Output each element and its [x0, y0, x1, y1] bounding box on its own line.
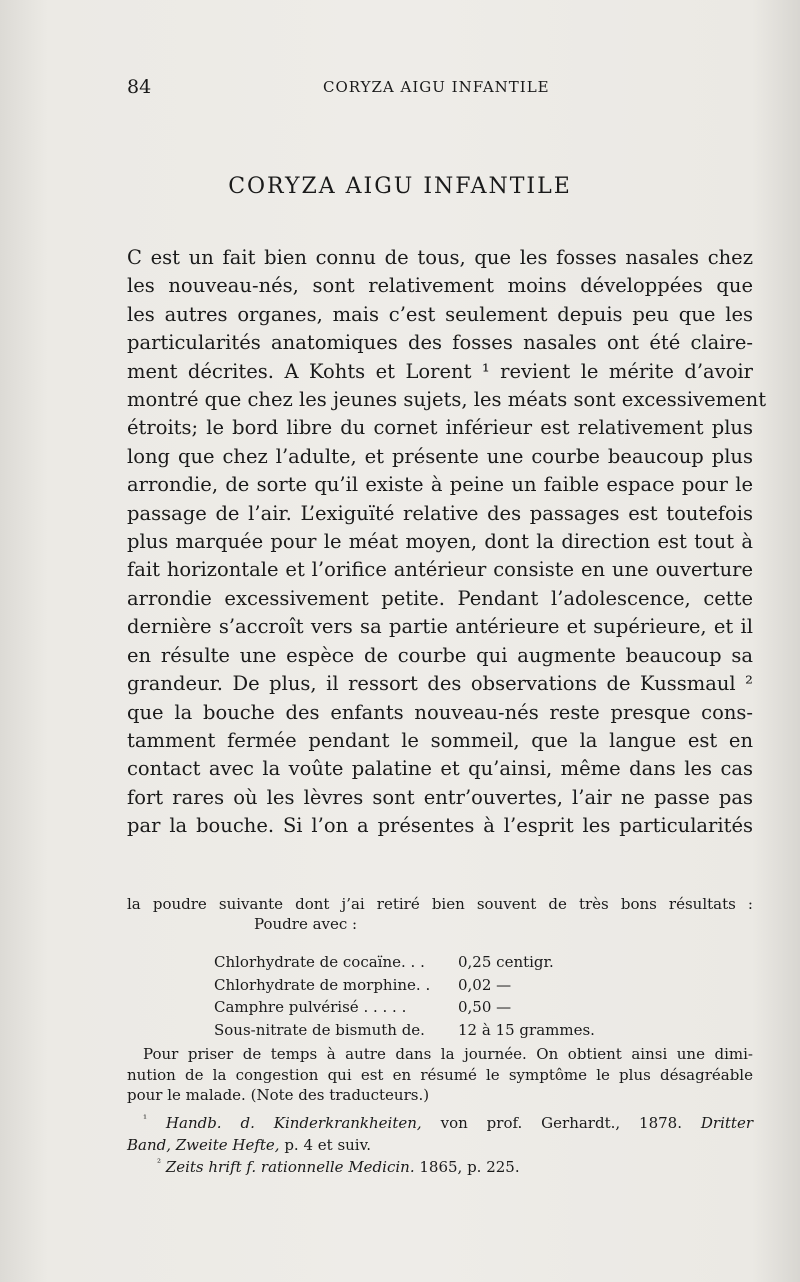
footnote-marker: ¹ — [143, 1114, 148, 1125]
ref-title: Handb. d. Kinderkrankheiten, — [165, 1114, 422, 1132]
ref-title: Zeits hrift f. rationnelle Medicin. — [165, 1158, 415, 1176]
ref-title-cont: Dritter — [700, 1114, 753, 1132]
footnote-references — [127, 1112, 753, 1178]
body-line: arrondie excessivement petite. Pendant l’adolescence, cette — [127, 586, 753, 610]
ref-detail: 1865, p. 225. — [414, 1158, 520, 1176]
recipe-item: Chlorhydrate de cocaïne. . . — [214, 953, 425, 971]
recipe-row — [214, 996, 595, 1019]
body-line: les autres organes, mais c’est seulement depuis peu que les — [127, 302, 753, 326]
body-line: fort rares où les lèvres sont entr’ouvertes, l’air ne passe pas — [127, 785, 753, 809]
ref-volume: Band, Zweite Hefte, — [127, 1136, 280, 1154]
ref-pages: p. 4 et suiv. — [279, 1136, 372, 1154]
footnote-ref-1-cont — [127, 1134, 753, 1156]
body-paragraph — [127, 244, 767, 841]
recipe-dose: 12 à 15 grammes. — [458, 1020, 595, 1039]
footnote-ref-2 — [127, 1156, 753, 1178]
body-line: plus marquée pour le méat moyen, dont la direction est tout à — [127, 530, 753, 554]
body-line: étroits; le bord libre du cornet inférieur est relativement plus — [127, 416, 753, 440]
page-number: 84 — [127, 76, 152, 98]
ref-detail: von prof. Gerhardt., 1878. — [421, 1114, 701, 1132]
recipe-dose: 0,02 — — [458, 975, 512, 994]
footnote-intro-line: la poudre suivante dont j’ai retiré bien souvent de très bons résultats : — [127, 895, 753, 913]
body-line: les nouveau-nés, sont relativement moins développées que — [127, 274, 753, 298]
body-line: montré que chez les jeunes sujets, les méats sont excessivement — [127, 388, 767, 412]
footnote-intro — [127, 894, 753, 934]
recipe-table — [214, 951, 595, 1041]
footnote-ref-1 — [127, 1112, 753, 1134]
recipe-item: Sous-nitrate de bismuth de. — [214, 1020, 425, 1039]
body-line: contact avec la voûte palatine et qu’ainsi, même dans les cas — [127, 757, 753, 781]
note-line: pour le malade. (Note des traducteurs.) — [127, 1086, 430, 1104]
body-line: dernière s’accroît vers sa partie antérieure et supérieure, et il — [127, 615, 753, 639]
recipe-heading: Poudre avec : — [254, 915, 358, 933]
recipe-item: Camphre pulvérisé . . . . . — [214, 998, 407, 1016]
recipe-row — [214, 974, 595, 997]
recipe-row — [214, 1019, 595, 1042]
recipe-row — [214, 951, 595, 974]
body-line: en résulte une espèce de courbe qui augmente beaucoup sa — [127, 643, 753, 667]
running-title: CORYZA AIGU INFANTILE — [323, 78, 550, 96]
footnote-marker: ² — [157, 1158, 162, 1169]
body-line: par la bouche. Si l’on a présentes à l’esprit les particularités — [127, 814, 753, 838]
recipe-dose: 0,25 centigr. — [458, 953, 554, 971]
note-line: nution de la congestion qui est en résumé le symptôme le plus désagréable — [127, 1065, 753, 1084]
running-head — [127, 76, 753, 102]
body-line: que la bouche des enfants nouveau-nés reste presque cons- — [127, 700, 753, 724]
body-line: ment décrites. A Kohts et Lorent ¹ revient le mérite d’avoir — [127, 359, 753, 383]
body-line: grandeur. De plus, il ressort des observations de Kussmaul ² — [127, 672, 753, 696]
recipe-item: Chlorhydrate de morphine. . — [214, 975, 431, 994]
note-line: Pour priser de temps à autre dans la journée. On obtient ainsi une dimi- — [143, 1045, 753, 1063]
body-line: fait horizontale et l’orifice antérieur consiste en une ouverture — [127, 558, 753, 582]
body-line: C est un fait bien connu de tous, que les fosses nasales chez — [127, 246, 753, 269]
translator-note — [127, 1044, 753, 1106]
body-line: long que chez l’adulte, et présente une courbe beaucoup plus — [127, 444, 753, 468]
body-line: tamment fermée pendant le sommeil, que la langue est en — [127, 728, 753, 752]
body-line: arrondie, de sorte qu’il existe à peine un faible espace pour le — [127, 473, 753, 497]
body-line: passage de l’air. L’exiguïté relative des passages est toutefois — [127, 501, 753, 525]
body-line: particularités anatomiques des fosses nasales ont été claire- — [127, 331, 753, 355]
chapter-title: CORYZA AIGU INFANTILE — [228, 174, 572, 199]
recipe-dose: 0,50 — — [458, 998, 512, 1016]
